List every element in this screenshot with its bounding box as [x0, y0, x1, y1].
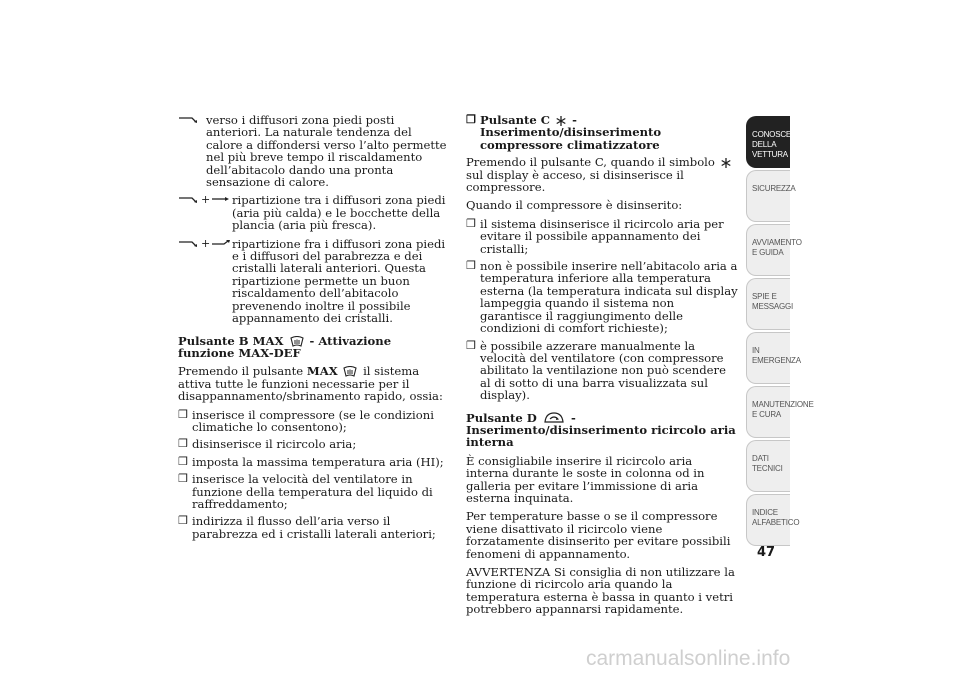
foot-airflow-icon	[178, 116, 200, 124]
tab-conoscenza-della-vettura[interactable]: CONOSCENZA DELLA VETTURA	[746, 116, 790, 168]
airflow-feet-dash-text: ripartizione tra i diffusori zona piedi (aria più calda) e le bocchette della plancia (aria più fresca).	[232, 193, 446, 233]
list-item: ❒ indirizza il flusso dell’aria verso il parabrezza ed i cristalli laterali anteriori;	[178, 514, 436, 541]
paragraph-button-c: Premendo il pulsante C, quando il simbolo sul display è acceso, si disinserisce il compressore.	[466, 156, 738, 193]
list-item: ❒ inserisce il compressore (se le condizioni climatiche lo consentono);	[178, 407, 434, 434]
heading-button-b: Pulsante B MAX - Attivazione funzione MAX-DEF	[178, 333, 392, 360]
list-item: ❒ inserisce la velocità del ventilatore in funzione della temperatura del liquido di raffreddamento;	[178, 472, 433, 511]
heading-button-d: Pulsante D - Inserimento/disinserimento ricircolo aria interna	[466, 410, 736, 450]
tab-manutenzione-e-cura[interactable]: MANUTENZIONE E CURA	[746, 386, 790, 438]
foot-airflow-icon	[178, 196, 200, 204]
paragraph-recirculation-advice: È consigliabile inserire il ricircolo aria interna durante le soste in colonna od in galleria per evitare l’immissione di aria esterna inquinata.	[466, 453, 705, 505]
page-number: 47	[757, 545, 776, 560]
paragraph-warning: AVVERTENZA Si consiglia di non utilizzare la funzione di ricircolo aria quando la temperatura esterna è bassa in quanto i vetri potrebbero appannarsi rapidamente.	[466, 565, 735, 617]
tab-spie-e-messaggi[interactable]: SPIE E MESSAGGI	[746, 278, 790, 330]
paragraph-compressor-off: Quando il compressore è disinserito:	[466, 198, 683, 213]
tab-indice-alfabetico[interactable]: INDICE ALFABETICO	[746, 494, 790, 546]
list-item: ❒ non è possibile inserire nell’abitacolo aria a temperatura inferiore alla temperatura esterna (la temperatura indicata sul display lampeggia quando il sistema non garantisce il raggiungimento delle condizioni di comfort richieste);	[466, 259, 738, 336]
foot-airflow-icon	[178, 240, 200, 248]
airflow-feet-item	[178, 114, 450, 188]
list-item: ❒ imposta la massima temperatura aria (HI);	[178, 454, 444, 469]
list-item: ❒ disinserisce il ricircolo aria;	[178, 437, 357, 452]
recirculation-icon	[543, 412, 565, 424]
tab-avviamento-e-guida[interactable]: AVVIAMENTO E GUIDA	[746, 224, 790, 276]
paragraph-recirculation-low-temp: Per temperature basse o se il compressore viene disattivato il ricircolo viene forzatamente disinserito per evitare possibili fenomeni di appannamento.	[466, 509, 731, 561]
airflow-feet-text: verso i diffusori zona piedi posti anteriori. La naturale tendenza del calore a diffondersi verso l’alto permette nel più breve tempo il riscaldamento dell’abitacolo dando una pronta sensazione di calore.	[206, 113, 447, 190]
snowflake-icon	[721, 158, 731, 168]
heading-button-c: ❒ Pulsante C - Inserimento/disinserimento compressore climatizzatore	[466, 113, 662, 152]
list-item: ❒ il sistema disinserisce il ricircolo aria per evitare il possibile appannamento dei cristalli;	[466, 216, 724, 256]
right-column	[466, 114, 738, 622]
plus-sign: +	[201, 193, 211, 207]
list-item: ❒ è possibile azzerare manualmente la velocità del ventilatore (con compressore abilitato la ventilazione non può scendere al di sotto di una barra visualizzata sul display).	[466, 338, 726, 403]
windshield-airflow-icon	[211, 240, 231, 248]
plus-sign: +	[201, 236, 211, 250]
tab-in-emergenza[interactable]: IN EMERGENZA	[746, 332, 790, 384]
airflow-feet-windshield-item	[178, 238, 450, 325]
tab-dati-tecnici[interactable]: DATI TECNICI	[746, 440, 790, 492]
left-column	[178, 114, 450, 545]
tab-sicurezza[interactable]: SICUREZZA	[746, 170, 790, 222]
paragraph-button-b: Premendo il pulsante MAX il sistema attiva tutte le funzioni necessarie per il disappannamento/sbrinamento rapido, ossia:	[178, 364, 443, 404]
max-def-icon	[343, 366, 357, 377]
section-tabs	[746, 116, 814, 548]
dashboard-airflow-icon	[211, 196, 231, 204]
watermark: carmanualsonline.info	[586, 647, 791, 670]
airflow-feet-windshield-text: ripartizione fra i diffusori zona piedi e i diffusori del parabrezza e dei cristalli laterali anteriori. Questa ripartizione permette un buon riscaldamento dell’abitacolo prevenendo inoltre il possibile appannamento dei cristalli.	[232, 236, 446, 326]
max-def-icon	[290, 336, 304, 347]
airflow-feet-dash-item	[178, 194, 450, 231]
